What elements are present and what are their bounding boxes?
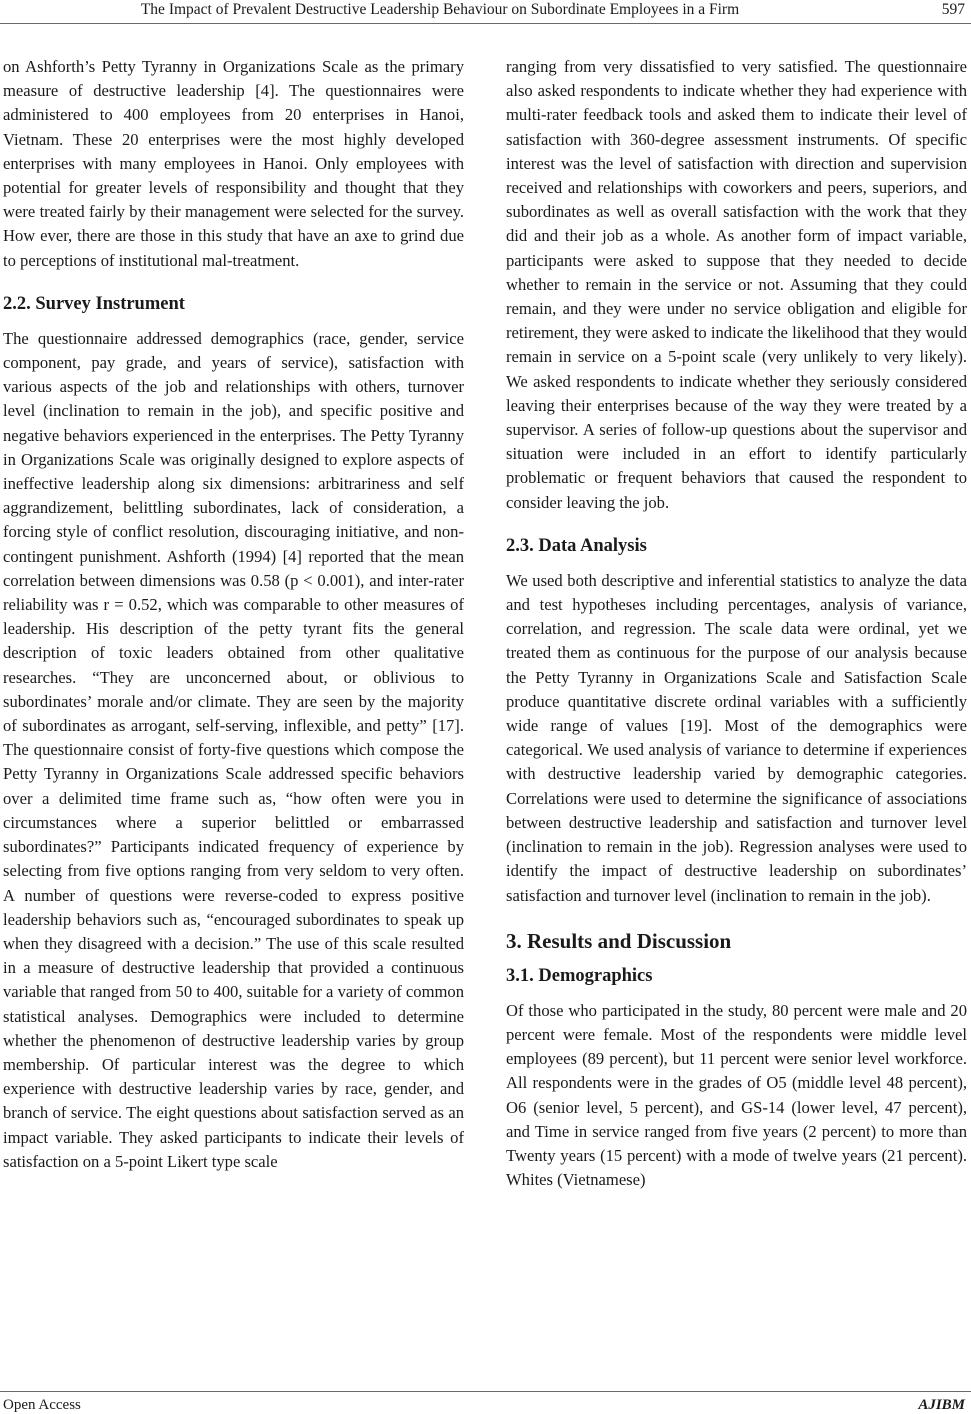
- paragraph-survey-instrument: The questionnaire addressed demographics (race, gender, service component, pay grade, and years of service), satisfaction with various aspects of the job and relationships with others, turnover level (inclination to remain in the job), and specific positive and negative behaviors experienced in the enterprises. The Petty Tyranny in Organizations Scale was originally designed to explore aspects of ineffective leadership along six dimensions: arbitrariness and self aggrandizement, belittling subordinates, lack of consideration, a forcing style of conflict resolution, discouraging initiative, and non-contingent punishment. Ashforth (1994) [4] reported that the mean correlation between dimensions was 0.58 (p < 0.001), and inter-rater reliability was r = 0.52, which was comparable to other measures of leadership. His description of the petty tyrant fits the general description of toxic leaders obtained from other qualitative researches. “They are unconcerned about, or oblivious to subordinates’ morale and/or climate. They are seen by the majority of subordinates as arrogant, self-serving, inflexible, and petty” [17]. The questionnaire consist of forty-five questions which compose the Petty Tyranny in Organizations Scale addressed specific behaviors over a delimited time frame such as, “how often were you in circumstances where a superior belittled or embarrassed subordinates?” Participants indicated frequency of experience by selecting from five options ranging from very seldom to very often. A number of questions were reverse-coded to express positive leadership behaviors such as, “encouraged subordinates to speak up when they disagreed with a decision.” The use of this scale resulted in a measure of destructive leadership that provided a continuous variable that ranged from 50 to 400, suitable for a variety of common statistical analyses. Demographics were included to determine whether the phenomenon of destructive leadership varies by group membership. Of particular interest was the degree to which experience with destructive leadership varies by race, gender, and branch of service. The eight questions about satisfaction served as an impact variable. They asked participants to indicate their levels of satisfaction on a 5-point Likert type scale: [3, 328, 464, 1171]
- footer-rule: [0, 1391, 971, 1392]
- section-heading-results-discussion: 3. Results and Discussion: [506, 928, 732, 953]
- paragraph-demographics: Of those who participated in the study, 80 percent were male and 20 percent were female. Most of the respondents were middle level employees (89 percent), but 11 percent were senior level workforce. All respondents were in the grades of O5 (middle level 48 percent), O6 (senior level, 5 percent), and GS-14 (lower level, 47 percent), and Time in service ranged from five years (2 percent) to more than Twenty years (15 percent) with a mode of twelve years (21 percent). Whites (Vietnamese): [506, 1000, 967, 1190]
- running-title: The Impact of Prevalent Destructive Leadership Behaviour on Subordinate Employees in a Firm: [140, 1, 740, 18]
- section-heading-demographics: 3.1. Demographics: [506, 965, 653, 986]
- running-header: [0, 0, 971, 24]
- paragraph-satisfaction-continued: ranging from very dissatisfied to very satisfied. The questionnaire also asked respondents to indicate whether they had experience with multi-rater feedback tools and asked them to indicate their level of satisfaction with 360-degree assessment instruments. Of specific interest was the level of satisfaction with direction and supervision received and relationships with coworkers and peers, superiors, and subordinates as well as overall satisfaction with the work that they did and their job as a whole. As another form of impact variable, participants were asked to suppose that they needed to decide whether to remain in the service or not. Assuming that they could remain, and they were under no service obligation and eligible for retirement, they were asked to indicate the likelihood that they would remain in service on a 5-point scale (very unlikely to very likely). We asked respondents to indicate whether they seriously considered leaving their enterprises because of the way they were treated by a supervisor. A series of follow-up questions about the supervisor and situation were included in an effort to identify particularly problematic or frequent behaviors that caused the respondent to consider leaving the job.: [506, 57, 967, 512]
- footer-journal-abbrev: AJIBM: [918, 1397, 965, 1413]
- right-column: [506, 55, 967, 1192]
- left-column: [3, 55, 464, 1174]
- footer-open-access: Open Access: [3, 1397, 81, 1413]
- section-heading-data-analysis: 2.3. Data Analysis: [506, 535, 647, 556]
- paragraph-sampling: on Ashforth’s Petty Tyranny in Organizations Scale as the primary measure of destructive leadership [4]. The questionnaires were administered to 400 employees from 20 enterprises in Hanoi, Vietnam. These 20 enterprises were the most highly developed enterprises with many employees in Hanoi. Only employees with potential for greater levels of responsibility and thought that they were treated fairly by their management were selected for the survey. How ever, there are those in this study that have an axe to grind due to perceptions of institutional mal-treatment.: [3, 57, 464, 270]
- paragraph-data-analysis: We used both descriptive and inferential statistics to analyze the data and test hypotheses including percentages, analysis of variance, correlation, and regression. The scale data were ordinal, yet we treated them as continuous for the purpose of our analysis because the Petty Tyranny in Organizations Scale and Satisfaction Scale produce quantitative discrete ordinal variables with a sufficiently wide range of values [19]. Most of the demographics were categorical. We used analysis of variance to determine if experiences with destructive leadership varied by demographic categories. Correlations were used to determine the significance of associations between destructive leadership and satisfaction and turnover level (inclination to remain in the job). Regression analyses were used to identify the impact of destructive leadership on subordinates’ satisfaction and turnover level (inclination to remain in the job).: [506, 570, 967, 905]
- page-number: 597: [941, 1, 965, 18]
- section-heading-survey-instrument: 2.2. Survey Instrument: [3, 293, 185, 314]
- header-rule: [0, 23, 971, 24]
